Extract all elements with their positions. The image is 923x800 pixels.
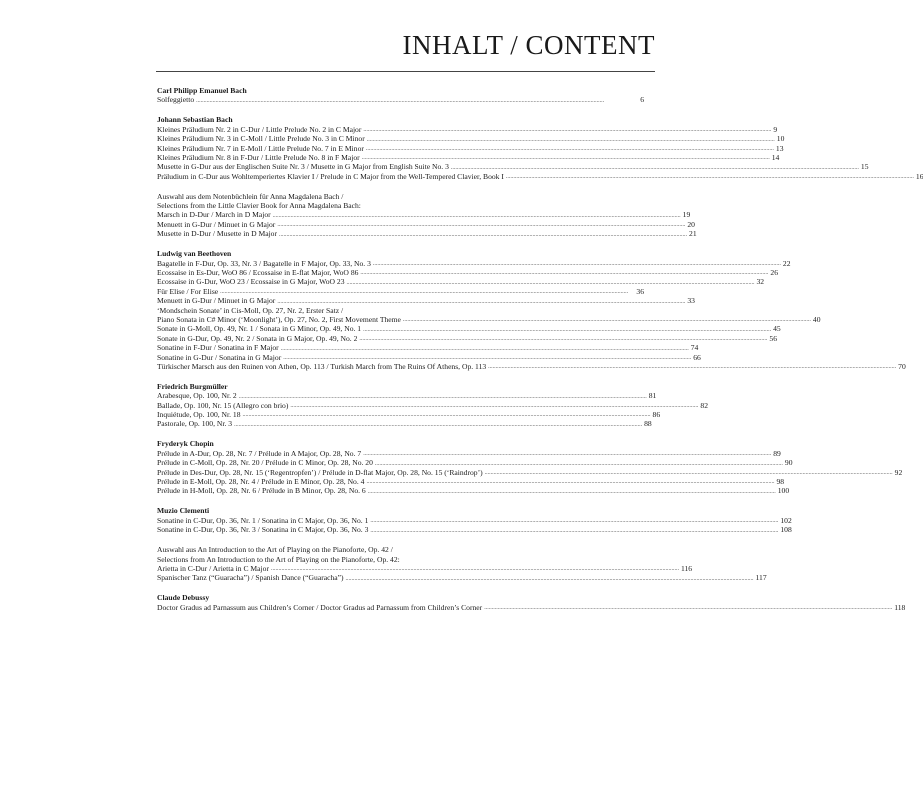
entry-title: Sonatine in F-Dur / Sonatina in F Major <box>157 343 279 353</box>
toc-entry <box>157 333 777 343</box>
toc-entry <box>157 525 792 535</box>
toc-section <box>157 249 906 371</box>
composer-heading: Carl Philipp Emanuel Bach <box>157 86 247 95</box>
dot-leader <box>362 154 770 162</box>
dot-leader <box>363 126 771 134</box>
toc-entry <box>157 419 652 429</box>
toc-entry <box>157 229 697 239</box>
toc-entry <box>157 143 784 153</box>
entry-title: Bagatelle in F-Dur, Op. 33, Nr. 3 / Bagatelle in F Major, Op. 33, No. 3 <box>157 258 371 268</box>
entry-title: Präludium in C-Dur aus Wohltemperiertes Klavier I / Prelude in C Major from the Well-Tempered Clavier, Book I <box>157 171 504 181</box>
entry-page-number: 13 <box>775 143 784 153</box>
entry-title: Arabesque, Op. 100, Nr. 2 <box>157 391 237 401</box>
dot-leader <box>277 221 685 229</box>
entry-title: Kleines Präludium Nr. 2 in C-Dur / Little Prelude No. 2 in C Major <box>157 124 362 134</box>
entry-page-number: 100 <box>777 486 790 496</box>
toc-entry <box>157 277 765 287</box>
toc-entry <box>157 258 791 268</box>
composer-heading: Ludwig van Beethoven <box>157 249 232 259</box>
toc-entry <box>157 152 780 162</box>
entry-title: Musette in D-Dur / Musette in D Major <box>157 229 278 239</box>
dot-leader <box>370 517 778 525</box>
section-note: Selections from the Little Clavier Book for Anna Magdalena Bach: <box>157 201 361 211</box>
entry-title: Kleines Präludium Nr. 7 in E-Moll / Little Prelude No. 7 in E Minor <box>157 143 364 153</box>
entry-title: Pastorale, Op. 100, Nr. 3 <box>157 419 233 429</box>
dot-leader <box>370 527 778 535</box>
entry-page-number: 89 <box>773 448 781 458</box>
entry-title: Arietta in C-Dur / Arietta in C Major <box>157 563 269 573</box>
toc-entry <box>157 467 903 477</box>
entry-page-number: 40 <box>812 314 821 324</box>
toc-section <box>157 115 923 181</box>
dot-leader <box>243 411 651 419</box>
toc-entry <box>157 324 781 334</box>
entry-title: Sonatine in C-Dur, Op. 36, Nr. 1 / Sonatina in C Major, Op. 36, No. 1 <box>157 515 369 525</box>
composer-heading: Fryderyk Chopin <box>157 439 214 449</box>
entry-title: Musette in G-Dur aus der Englischen Suite Nr. 3 / Musette in G Major from English Suite No. 3 <box>157 162 449 172</box>
entry-page-number: 116 <box>681 563 693 573</box>
composer-heading: Johann Sebastian Bach <box>157 115 233 125</box>
composer-heading: Muzio Clementi <box>157 506 210 516</box>
dot-leader <box>451 164 859 172</box>
dot-leader <box>346 575 754 583</box>
dot-leader <box>283 354 691 362</box>
toc-section <box>157 545 767 583</box>
entry-page-number: 81 <box>648 391 657 401</box>
toc-entry <box>157 573 767 583</box>
entry-title: Sonate in G-Moll, Op. 49, Nr. 1 / Sonata in G Minor, Op. 49, No. 1 <box>157 324 362 334</box>
toc-entry <box>157 124 778 134</box>
entry-title: Prélude in H-Moll, Op. 28, Nr. 6 / Prélude in B Minor, Op. 28, No. 6 <box>157 486 366 496</box>
entry-page-number: 19 <box>682 210 691 220</box>
entry-page-number: 82 <box>700 400 708 410</box>
entry-title: Sonate in G-Dur, Op. 49, Nr. 2 / Sonata in G Major, Op. 49, No. 2 <box>157 333 358 343</box>
toc-entry <box>157 296 695 306</box>
entry-title: Sonatine in C-Dur, Op. 36, Nr. 3 / Sonatina in C Major, Op. 36, No. 3 <box>157 525 369 535</box>
dot-leader <box>273 212 681 220</box>
dot-leader <box>484 604 892 612</box>
entry-page-number: 9 <box>773 124 778 134</box>
entry-title: Doctor Gradus ad Parnassum aus Children’s Corner / Doctor Gradus ad Parnassum from Children’s Corner <box>157 602 483 612</box>
toc-entry <box>157 314 821 324</box>
dot-leader <box>347 279 755 287</box>
toc-entry <box>157 391 657 401</box>
dot-leader <box>279 231 687 239</box>
dot-leader <box>281 345 689 353</box>
entry-page-number: 33 <box>687 296 695 306</box>
entry-page-number: 118 <box>894 602 906 612</box>
entry-title: Sonatine in G-Dur / Sonatina in G Major <box>157 352 282 362</box>
toc-entry <box>157 410 661 420</box>
entry-page-number: 70 <box>898 361 906 371</box>
entry-page-number: 117 <box>755 573 767 583</box>
entry-page-number: 21 <box>689 229 697 239</box>
composer-heading: Friedrich Burgmüller <box>157 381 228 391</box>
entry-page-number: 108 <box>780 525 792 535</box>
entry-title: Prélude in E-Moll, Op. 28, Nr. 4 / Prélude in E Minor, Op. 28, No. 4 <box>157 477 365 487</box>
page-title: INHALT / CONTENT <box>402 30 655 60</box>
entry-title: Türkischer Marsch aus den Ruinen von Athen, Op. 113 / Turkish March from The Ruins Of Athens, Op. 113 <box>157 361 487 371</box>
dot-leader <box>290 402 698 410</box>
entry-title: Marsch in D-Dur / March in D Major <box>157 210 271 220</box>
title-rule <box>156 71 655 72</box>
entry-title: Menuett in G-Dur / Minuet in G Major <box>157 219 276 229</box>
dot-leader <box>196 97 638 105</box>
entry-title: Ballade, Op. 100, Nr. 15 (Allegro con brio) <box>157 400 289 410</box>
toc-entry <box>157 162 869 172</box>
toc-entry <box>157 486 790 496</box>
entry-page-number: 6 <box>640 95 644 105</box>
entry-title: Ecossaise in Es-Dur, WoO 86 / Ecossaise in E-flat Major, WoO 86 <box>157 268 359 278</box>
toc-section <box>157 506 792 535</box>
dot-leader <box>277 298 685 306</box>
entry-page-number: 74 <box>690 343 699 353</box>
entry-title: Ecossaise in G-Dur, WoO 23 / Ecossaise in G Major, WoO 23 <box>157 277 345 287</box>
dot-leader <box>359 335 767 343</box>
dot-leader <box>366 145 774 153</box>
entry-title: Für Elise / For Elise <box>157 286 219 296</box>
entry-page-number: 56 <box>769 333 777 343</box>
entry-title: Solfeggietto <box>157 95 195 105</box>
entry-page-number: 32 <box>756 277 765 287</box>
toc-section <box>157 381 708 429</box>
dot-leader <box>368 488 776 496</box>
dot-leader <box>271 565 679 573</box>
dot-leader <box>239 393 647 401</box>
entry-title: Menuett in G-Dur / Minuet in G Major <box>157 296 276 306</box>
entry-title: Prélude in A-Dur, Op. 28, Nr. 7 / Prélude in A Major, Op. 28, No. 7 <box>157 448 362 458</box>
section-note: Auswahl aus dem Notenbüchlein für Anna Magdalena Bach / <box>157 191 344 201</box>
entry-page-number: 14 <box>771 152 780 162</box>
toc-entry <box>157 563 693 573</box>
dot-leader <box>363 450 771 458</box>
dot-leader <box>375 460 783 468</box>
entry-page-number: 92 <box>894 467 903 477</box>
toc-entry <box>157 400 708 410</box>
entry-page-number: 88 <box>644 419 652 429</box>
toc-entry <box>157 515 792 525</box>
entry-page-number: 102 <box>780 515 792 525</box>
entry-page-number: 90 <box>784 458 793 468</box>
entry-page-number: 98 <box>776 477 785 487</box>
entry-page-number: 86 <box>652 410 661 420</box>
toc-entry <box>157 602 906 612</box>
toc-section <box>157 191 697 239</box>
section-note: Auswahl aus An Introduction to the Art of Playing on the Pianoforte, Op. 42 / <box>157 545 393 555</box>
toc-entry <box>157 477 785 487</box>
toc-entry <box>157 219 695 229</box>
entry-page-number: 45 <box>773 324 781 334</box>
toc-entry <box>157 343 699 353</box>
dot-leader <box>485 469 893 477</box>
entry-page-number: 15 <box>860 162 869 172</box>
entry-title: Inquiétude, Op. 100, Nr. 18 <box>157 410 241 420</box>
toc-entry <box>157 352 701 362</box>
dot-leader <box>220 288 634 296</box>
entry-page-number: 16 <box>915 171 923 181</box>
toc-entry <box>157 287 644 296</box>
entry-title: Spanischer Tanz (“Guaracha”) / Spanish Dance (“Guaracha”) <box>157 573 344 583</box>
toc-entry <box>157 210 691 220</box>
toc-section <box>157 439 903 496</box>
entry-page-number: 20 <box>687 219 695 229</box>
dot-leader <box>403 316 811 324</box>
composer-heading: Claude Debussy <box>157 593 210 603</box>
entry-page-number: 22 <box>782 258 791 268</box>
entry-title: Kleines Präludium Nr. 8 in F-Dur / Little Prelude No. 8 in F Major <box>157 152 360 162</box>
entry-title: Kleines Präludium Nr. 3 in C-Moll / Little Prelude No. 3 in C Minor <box>157 134 365 144</box>
toc-entry <box>157 361 906 371</box>
toc-entry <box>157 134 785 144</box>
entry-title: Prélude in C-Moll, Op. 28, Nr. 20 / Prélude in C Minor, Op. 28, No. 20 <box>157 458 373 468</box>
dot-leader <box>366 478 774 486</box>
toc-entry <box>157 95 644 104</box>
toc-entry <box>157 171 923 181</box>
toc-section <box>157 86 644 105</box>
entry-note: ‘Mondschein Sonate’ in Cis-Moll, Op. 27, Nr. 2, Erster Satz / <box>157 305 344 315</box>
dot-leader <box>363 326 771 334</box>
entry-page-number: 26 <box>770 268 779 278</box>
dot-leader <box>373 260 781 268</box>
dot-leader <box>367 136 775 144</box>
toc-entry <box>157 448 781 458</box>
toc-entry <box>157 458 793 468</box>
toc-entry <box>157 268 779 278</box>
toc-content <box>157 86 923 623</box>
dot-leader <box>506 173 914 181</box>
toc-section <box>157 593 906 612</box>
dot-leader <box>360 269 768 277</box>
entry-page-number: 36 <box>636 286 644 296</box>
entry-title: Piano Sonata in C# Minor (‘Moonlight’), Op. 27, No. 2, First Movement Theme <box>157 314 401 324</box>
dot-leader <box>488 363 896 371</box>
entry-title: Prélude in Des-Dur, Op. 28, Nr. 15 (‘Regentropfen’) / Prélude in D-flat Major, Op. 28, No. 15 (‘Raindrop’) <box>157 467 483 477</box>
entry-page-number: 66 <box>693 352 701 362</box>
dot-leader <box>234 421 642 429</box>
section-note: Selections from An Introduction to the Art of Playing on the Pianoforte, Op. 42: <box>157 554 400 564</box>
entry-page-number: 10 <box>776 134 785 144</box>
